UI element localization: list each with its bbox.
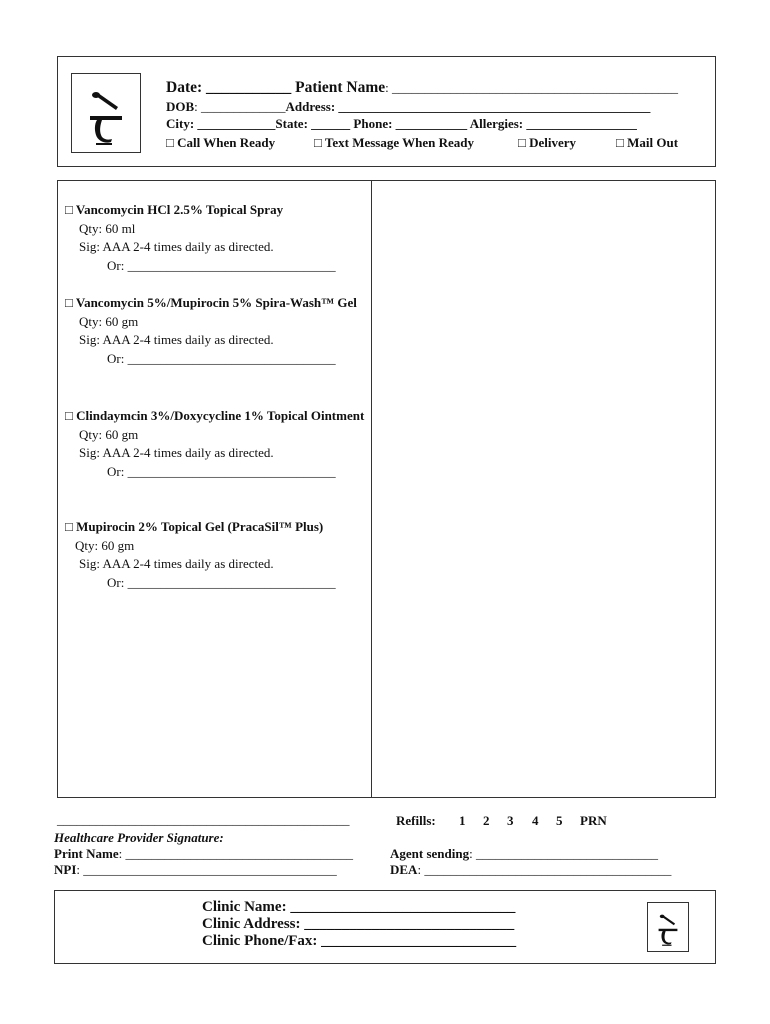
refill-option-prn[interactable]: PRN	[580, 813, 607, 828]
refill-option-5[interactable]: 5	[556, 813, 563, 828]
patient-info-section	[57, 56, 716, 167]
patient-name-field[interactable]: : ____________________________________________	[385, 80, 678, 95]
agent-label: Agent sending	[390, 846, 470, 861]
dea-field[interactable]: : ______________________________________	[417, 862, 672, 877]
refills-label: Refills:	[396, 813, 436, 828]
print-name-row	[54, 846, 353, 862]
rx-item-sig: Sig: AAA 2-4 times daily as directed.	[79, 445, 274, 460]
rx-item	[65, 201, 365, 275]
rx-item	[65, 407, 365, 481]
rx-item	[65, 294, 365, 368]
rx-item-sig: Sig: AAA 2-4 times daily as directed.	[79, 239, 274, 254]
checkbox-icon[interactable]: □	[518, 135, 526, 150]
mortar-pestle-icon	[72, 74, 140, 152]
clinic-phone-field[interactable]: Clinic Phone/Fax: __________________________	[202, 933, 517, 949]
rx-item	[65, 518, 365, 592]
checkbox-icon[interactable]: □	[65, 202, 73, 217]
rx-item-or-field[interactable]: Or: ________________________________	[107, 257, 336, 273]
clinic-name-field[interactable]: Clinic Name: ______________________________	[202, 899, 516, 915]
address-field[interactable]: Address: ________________________________________________	[285, 99, 651, 114]
allergies-field[interactable]: Allergies: _________________	[469, 116, 637, 131]
dob-field[interactable]: : _____________	[194, 99, 286, 114]
rx-item-title: Clindaymcin 3%/Doxycycline 1% Topical Ointment	[76, 408, 365, 423]
mortar-pestle-icon	[648, 903, 688, 951]
signature-line[interactable]: _____________________________________________	[57, 812, 350, 827]
rx-item-or-field[interactable]: Or: ________________________________	[107, 350, 336, 366]
prescription-section	[57, 180, 716, 798]
checkbox-icon[interactable]: □	[616, 135, 624, 150]
dea-row	[390, 862, 671, 878]
checkbox-icon[interactable]: □	[314, 135, 322, 150]
rx-item-or-field[interactable]: Or: ________________________________	[107, 574, 336, 590]
rx-item-qty: Qty: 60 ml	[79, 220, 136, 236]
npi-field[interactable]: : _______________________________________	[76, 862, 337, 877]
city-field[interactable]: City: ____________	[166, 116, 276, 131]
column-divider	[371, 181, 372, 797]
print-name-label: Print Name	[54, 846, 119, 861]
refill-option-2[interactable]: 2	[483, 813, 490, 828]
dob-label: DOB	[166, 99, 195, 114]
signature-label: Healthcare Provider Signature:	[54, 830, 224, 845]
checkbox-icon[interactable]: □	[166, 135, 174, 150]
option-delivery[interactable]: □ Delivery	[518, 135, 577, 150]
rx-item-title: Mupirocin 2% Topical Gel (PracaSil™ Plus)	[76, 519, 324, 534]
date-field[interactable]: Date: ___________	[166, 79, 292, 96]
clinic-info-section	[54, 890, 716, 964]
refill-option-3[interactable]: 3	[507, 813, 514, 828]
rx-item-qty: Qty: 60 gm	[75, 537, 135, 553]
state-field[interactable]: State: ______	[275, 116, 351, 131]
checkbox-icon[interactable]: □	[65, 295, 73, 310]
refill-option-1[interactable]: 1	[459, 813, 466, 828]
agent-field[interactable]: : ____________________________	[469, 846, 658, 861]
print-name-field[interactable]: : ___________________________________	[118, 846, 353, 861]
rx-item-or-field[interactable]: Or: ________________________________	[107, 463, 336, 479]
rx-item-qty: Qty: 60 gm	[79, 426, 139, 442]
rx-item-qty: Qty: 60 gm	[79, 313, 139, 329]
option-mail-out[interactable]: □ Mail Out	[616, 135, 679, 150]
rx-item-sig: Sig: AAA 2-4 times daily as directed.	[79, 332, 274, 347]
rx-item-sig: Sig: AAA 2-4 times daily as directed.	[79, 556, 274, 571]
checkbox-icon[interactable]: □	[65, 408, 73, 423]
rx-item-title: Vancomycin HCl 2.5% Topical Spray	[75, 202, 284, 217]
option-call-when-ready[interactable]: □ Call When Ready	[166, 135, 276, 150]
phone-field[interactable]: Phone: ___________	[353, 116, 468, 131]
clinic-address-field[interactable]: Clinic Address: ____________________________	[202, 916, 515, 932]
refill-option-4[interactable]: 4	[532, 813, 539, 828]
npi-label: NPI	[54, 862, 77, 877]
agent-row	[390, 846, 658, 862]
pharmacy-logo-small	[647, 902, 689, 952]
checkbox-icon[interactable]: □	[65, 519, 73, 534]
patient-name-label: Patient Name	[295, 79, 386, 96]
dea-label: DEA	[390, 862, 418, 877]
rx-item-title: Vancomycin 5%/Mupirocin 5% Spira-Wash™ Gel	[75, 295, 357, 310]
npi-row	[54, 862, 337, 878]
pharmacy-logo	[71, 73, 141, 153]
option-text-message[interactable]: □ Text Message When Ready	[314, 135, 475, 150]
